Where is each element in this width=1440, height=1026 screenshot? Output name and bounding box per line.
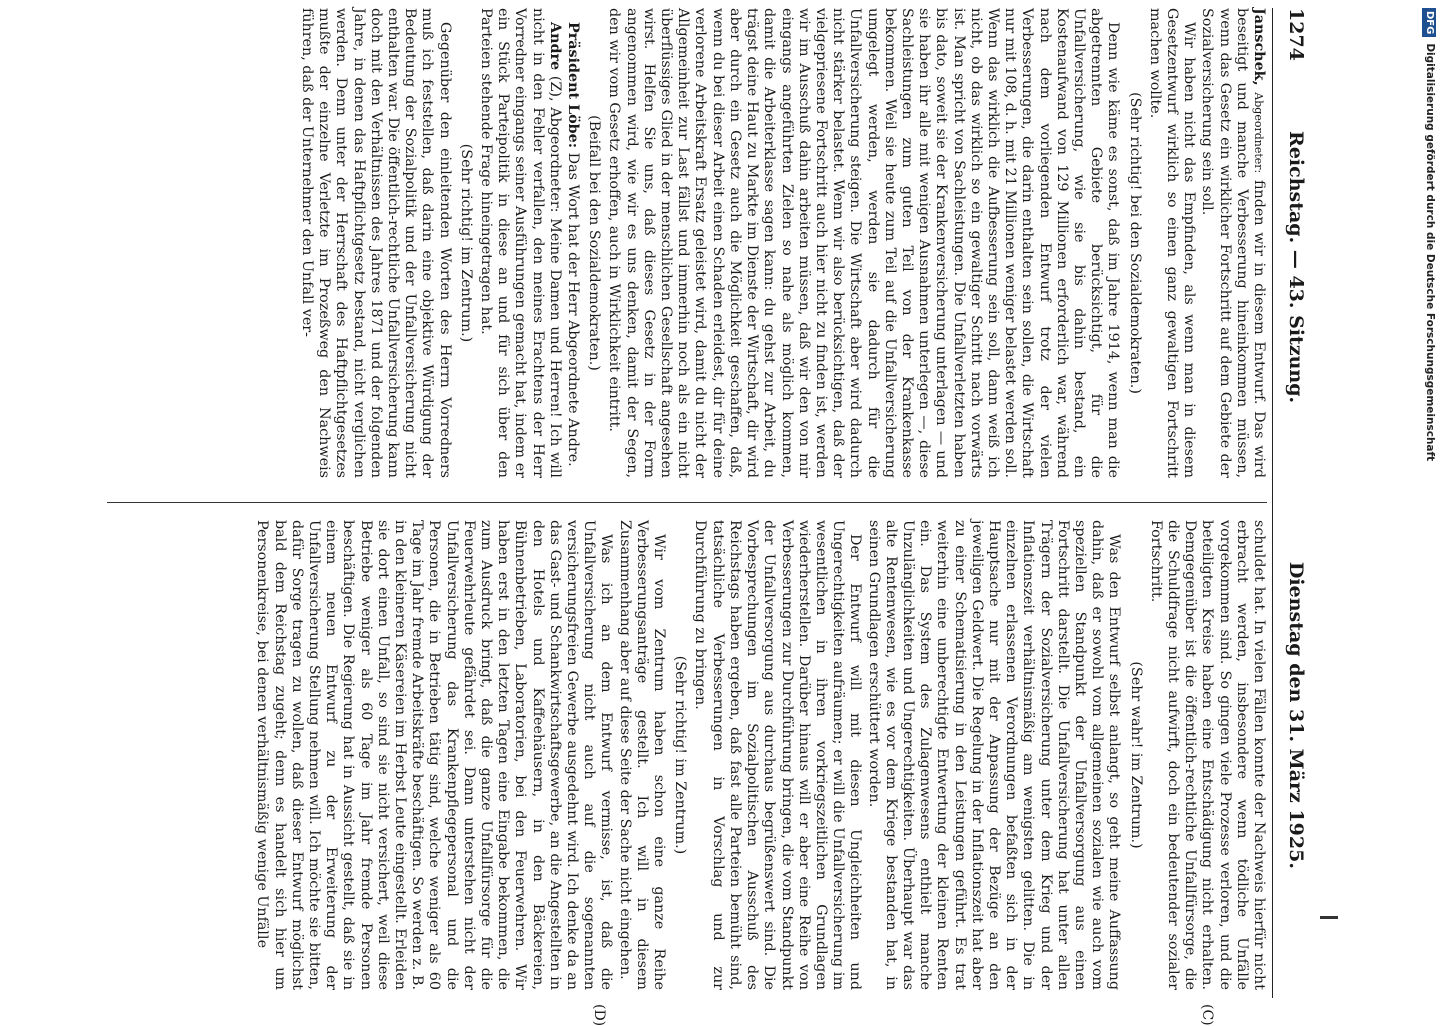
header-rule <box>1272 8 1273 998</box>
left-paragraph-1 <box>1198 8 1267 478</box>
left-column <box>97 8 1267 478</box>
right-column <box>97 520 1267 990</box>
header-center <box>1285 0 1307 1000</box>
right-paragraph-3: Der Entwurf will mit diesen Ungleichheiten und Ungerechtigkeiten aufräumen; er will die Unfallversicherung im wesentlichen in ihren vorkriegszeitlichen Grundlagen wiederherstellen. Darüber hinaus will er aber eine Reihe von Verbesserungen zur Durchführung bringen, die vom Standpunkt der Unfallversorgung aus durchaus begrüßenswert sind. Die Vorbesprechungen im Sozialpolitischen Ausschuß des Reichstags haben ergeben, daß fast alle Parteien bemüht sind, tatsächliche Verbesserungen in Vorschlag und zur Durchführung zu bringen. <box>692 520 864 990</box>
president-paragraph <box>564 8 581 478</box>
dfg-credit <box>1420 8 1440 998</box>
right-paragraph-1: schuldet hat. In vielen Fällen konnte der Nachweis hierfür nicht erbracht werden, insbesondere wenn tödliche Unfälle vorgekommen sind. So gingen viele Prozesse verloren, und die beteiligten Kreise haben eine Entschädigung nicht erhalten. Demgegenüber ist die öffentlich-rechtliche Unfallfürsorge, die die Schuldfrage nicht aufwirft, doch ein bedeutender sozialer Fortschritt. <box>1147 520 1267 990</box>
margin-mark-c: (C) <box>1199 1004 1215 1026</box>
left-paragraph-3: Denn wie käme es sonst, daß im Jahre 1914, wenn man die abgetrennten Gebiete berücksichtigt, für die Unfallversicherung, wie sie bis dahin bestand, ein Kostenaufwand von 129 Millionen erforderlich war, während nach dem vorliegenden Entwurf trotz der vielen Verbesserungen, die darin enthalten sein sollen, die Wirtschaft nur mit 108, d. h. mit 21 Millionen weniger belastet werden soll. Wenn das wirklich die Aufbesserung sein soll, dann weiß ich nicht, ob das wirklich so ein gewaltiger Schritt nach vorwärts ist. Man spricht von Sachleistungen. Die Unfallverletzten haben bis dato, soweit sie der Krankenversicherung unterlagen — und sie haben ihr alle mit wenigen Ausnahmen unterlegen —, diese Sachleistungen zum guten Teil von der Krankenkasse bekommen. Weil sie heute zum Teil auf die Unfallversicherung umgelegt werden, werden sie dadurch für die Unfallversicherung steigen. Die Wirtschaft aber wird dadurch nicht stärker belastet. Wenn wir also berücksichtigen, daß der vielgepriesene Fortschritt auch hier nicht zu finden ist, werden wir im Ausschuß dahin arbeiten müssen, daß wir den von mir eingangs angeführten Zielen so nahe als möglich kommen, damit die Arbeiterklasse sagen kann: du gehst zur Arbeit, du trägst deine Haut zu Markte im Dienste der Wirtschaft, dir wird aber durch ein Gesetz auch die Möglichkeit geschaffen, daß, wenn du bei dieser Arbeit einen Schaden erleidest, dir für deine verlorene Arbeitskraft Ersatz geleistet wird, damit du nicht der Allgemeinheit zur Last fällst und immerhin noch als ein nicht überflüssiges Glied in der menschlichen Gesellschaft angesehen wirst. Helfen Sie uns, daß dieses Gesetz in der Form angenommen wird, wie wir es uns denken, damit der Segen, den wir vom Gesetz erhoffen, auch in Wirklichkeit eintritt. <box>606 8 1122 478</box>
andre-text: Meine Damen und Herren! Ich will nicht in den Fehler verfallen, den meines Erachtens der Herr Vorredner eingangs seiner Ausführungen gemacht hat, indem er ein Stück Parteipolitik in diese an und für sich über den Parteien stehende Frage hineingetragen hat. <box>478 8 563 479</box>
left-p1-text: finden wir in diesem Entwurf. Das wird beseitigt und manche Verbesserung hineinkommen müssen, wenn das Gesetz ein wirklicher Fortschritt auf dem Gebiete der Sozialversicherung sein soll. <box>1199 8 1267 478</box>
right-paragraph-5: Was ich an dem Entwurf vermisse, ist, daß die Unfallversicherung nicht auch auf die sogenannten versicherungsfreien Gewerbe ausgedehnt wird. Ich denke da an das Gast- und Schankwirtschaftsgewerbe, an die Angestellten in den Hotels und Kaffeehäusern, in den Bäckereien, Bühnenbetrieben, Laboratorien, bei den Feuerwehren. Wir haben erst in den letzten Tagen eine Eingabe bekommen, die zum Ausdruck bringt, daß die ganze Unfallfürsorge für die Feuerwehrleute gefährdet sei. Dann unterstehen nicht der Unfallversicherung das Krankenpflegepersonal und die Personen, die in Betrieben tätig sind, welche weniger als 60 Tage im Jahr fremde Arbeitskräfte beschäftigen. So werden z. B. in den kleineren Käsereien im Herbst Leute eingestellt. Erleiden sie dort einen Unfall, so sind sie nicht versichert, weil diese Betriebe weniger als 60 Tage im Jahr fremde Personen beschäftigen. Die Regierung hat in Aussicht gestellt, daß sie in einem neuen Entwurf zu der Erweiterung der Unfallversicherung Stellung nehmen will. Ich möchte sie bitten, dafür Sorge tragen zu wollen, daß dieser Entwurf möglichst bald dem Reichstag zugeht; denn es handelt sich hier um Personenkreise, bei denen verhältnismäßig wenige Unfälle <box>254 520 615 990</box>
right-paragraph-4: Wir vom Zentrum haben schon eine ganze Reihe Verbesserungsanträge gestellt. Ich will in diesem Zusammenhang aber auf diese Seite der Sache nicht eingehen. <box>616 520 668 990</box>
speaker-role: Abgeordneter: <box>1252 92 1265 174</box>
speaker-name: Janschek, <box>1251 8 1267 86</box>
left-paragraph-2: Wir haben nicht das Empfinden, als wenn man in diesem Gesetzentwurf wirklich so einen ganz gewaltigen Fortschritt machen wollte. <box>1146 8 1198 478</box>
dfg-credit-line <box>1420 8 1440 998</box>
interjection: (Sehr richtig! im Zentrum.) <box>672 655 689 855</box>
header-date: Dienstag den 31. März 1925. <box>1285 561 1307 869</box>
page-header <box>1277 0 1307 1000</box>
rotated-page <box>87 0 1327 1026</box>
interjection: (Beifall bei den Sozialdemokraten.) <box>586 115 603 371</box>
president-name: Präsident Löbe: <box>565 22 582 149</box>
header-title: Reichstag. — 43. Sitzung. <box>1285 131 1307 404</box>
interjection: (Sehr wahr! im Zentrum.) <box>1127 661 1144 849</box>
scan-artifact <box>1320 916 1338 919</box>
column-divider <box>107 502 1267 503</box>
right-paragraph-2: Was den Entwurf selbst anlangt, so geht meine Auffassung dahin, daß er sowohl vom allgemeinen sozialen wie auch vom speziellen Standpunkt der Unfallversorgung aus einen Fortschritt darstellt. Die Unfallversicherung hat unter allen Trägern der Sozialversicherung unter dem Krieg und der Inflationszeit verhältnismäßig am wenigsten gelitten. Die in einzelnen erlassenen Verordnungen befaßten sich in der Hauptsache nur mit der Anpassung der Bezüge an den jeweiligen Geldwert. Die Regelung in der Inflationszeit hat aber zu einer Schematisierung in den Leistungen geführt. Es trat weiterhin eine unberechtigte Entwertung der kleinen Renten ein. Das System des Zulagenwesens enthielt manche Unzulänglichkeiten und Ungerechtigkeiten. Überhaupt war das alte Rentenwesen, wie es vor dem Kriege bestanden hat, in seinen Grundlagen erschüttert worden. <box>865 520 1123 990</box>
andre-name: Andre <box>546 22 563 71</box>
page-number: 1274 <box>1285 8 1307 61</box>
andre-role: (Z), Abgeordneter: <box>546 75 563 213</box>
interjection: (Sehr richtig! bei den Sozialdemokraten.) <box>1126 92 1143 394</box>
margin-mark-d: (D) <box>591 1004 607 1026</box>
president-text: Das Wort hat der Herr Abgeordnete Andre. <box>565 152 582 467</box>
andre-paragraph <box>477 8 563 478</box>
interjection: (Sehr richtig! im Zentrum.) <box>457 143 474 343</box>
dfg-logo: DFG <box>1422 8 1436 37</box>
left-paragraph-5: Gegenüber den einleitenden Worten des Herrn Vorredners muß ich feststellen, daß darin eine objektive Würdigung der Bedeutung der Sozialpolitik und der Unfallversicherung nicht enthalten war. Die öffentlich-rechtliche Unfallversicherung kann doch mit den Verhältnissen des Jahres 1871 und der folgenden Jahre, in denen das Haftpflichtgesetz bestand, nicht verglichen werden. Denn unter der Herrschaft des Haftpflichtgesetzes mußte der einzelne Verletzte im Prozeßweg den Nachweis führen, daß der Unternehmer den Unfall ver- <box>299 8 453 478</box>
dfg-credit-text: Digitalisierung gefördert durch die Deutsche Forschungsgemeinschaft <box>1424 43 1436 462</box>
